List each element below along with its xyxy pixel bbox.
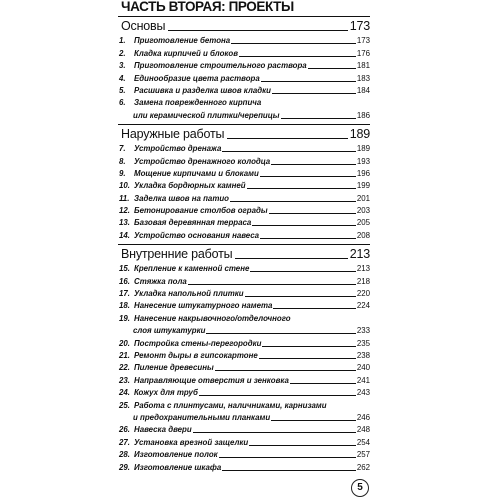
- entry-list: [118, 142, 370, 241]
- entry-page: 203: [356, 206, 370, 216]
- toc-entry: [133, 411, 370, 423]
- entry-page: 254: [356, 437, 370, 447]
- entry-number: 26.: [119, 425, 130, 435]
- entry-title: Установка врезной защелки: [134, 437, 249, 447]
- entry-title: Устройство дренажного колодца: [134, 156, 271, 166]
- entry-page: 240: [356, 363, 370, 373]
- entry-page: 235: [356, 338, 370, 348]
- entry-page: 176: [356, 48, 370, 58]
- entry-page: 186: [356, 110, 370, 120]
- entry-number: 4.: [119, 73, 126, 83]
- entry-number: 21.: [119, 350, 130, 360]
- toc-entry: [118, 84, 370, 96]
- dot-leader: [193, 432, 356, 433]
- toc-entry: [118, 167, 370, 179]
- entry-page: 243: [356, 388, 370, 398]
- section-title: Основы: [121, 19, 166, 33]
- entry-page: 208: [356, 230, 370, 240]
- entry-number: 29.: [119, 462, 130, 472]
- toc-entry: [118, 216, 370, 228]
- entry-title: слоя штукатурки: [133, 326, 206, 336]
- entry-number: 27.: [119, 437, 130, 447]
- toc-sections: [118, 16, 370, 473]
- toc-entry: [118, 71, 370, 83]
- section-title: Внутренние работы: [121, 246, 233, 261]
- entry-number: 25.: [119, 400, 130, 410]
- dot-leader: [273, 308, 355, 309]
- entry-number: 15.: [119, 264, 130, 274]
- dot-leader: [261, 81, 356, 82]
- entry-title: Навеска двери: [134, 425, 192, 435]
- entry-page: 201: [356, 193, 370, 203]
- entry-number: 5.: [119, 85, 126, 95]
- toc-entry: [118, 287, 370, 299]
- entry-page: 173: [356, 36, 370, 46]
- entry-title: Замена поврежденного кирпича: [134, 98, 262, 108]
- entry-number: 8.: [119, 156, 126, 166]
- page-number: 5: [351, 479, 369, 497]
- toc-entry: [118, 361, 370, 373]
- entry-title: Мощение кирпичами и блоками: [134, 168, 259, 178]
- entry-title: Устройство дренажа: [134, 144, 222, 154]
- table-of-contents: [118, 0, 370, 476]
- dot-leader: [249, 445, 356, 446]
- dot-leader: [262, 346, 355, 347]
- dot-leader: [308, 68, 356, 69]
- entry-title: Работа с плинтусами, наличниками, карнизами: [134, 400, 327, 410]
- dot-leader: [245, 296, 356, 297]
- entry-number: 28.: [119, 450, 130, 460]
- dot-leader: [230, 201, 356, 202]
- entry-title: и предохранительными планками: [133, 412, 271, 422]
- entry-title: Устройство основания навеса: [134, 230, 260, 240]
- entry-number: 13.: [119, 218, 130, 228]
- section-heading: [118, 124, 370, 142]
- entry-title: Укладка напольной плитки: [134, 289, 244, 299]
- entry-title: Постройка стены-перегородки: [134, 338, 262, 348]
- dot-leader: [168, 30, 347, 31]
- dot-leader: [259, 358, 356, 359]
- entry-number: 24.: [119, 388, 130, 398]
- dot-leader: [222, 470, 356, 471]
- dot-leader: [272, 93, 356, 94]
- entry-number: 10.: [119, 181, 130, 191]
- entry-page: 196: [356, 168, 370, 178]
- dot-leader: [252, 225, 356, 226]
- entry-title: Заделка швов на патио: [134, 193, 229, 203]
- entry-title: Нанесение штукатурного намета: [134, 301, 273, 311]
- dot-leader: [260, 238, 356, 239]
- dot-leader: [269, 213, 356, 214]
- toc-entry: [118, 349, 370, 361]
- entry-page: 238: [356, 350, 370, 360]
- entry-page: 213: [356, 264, 370, 274]
- entry-page: 224: [356, 301, 370, 311]
- entry-page: 248: [356, 425, 370, 435]
- section-page: 213: [349, 246, 370, 261]
- entry-title: Стяжка пола: [134, 276, 187, 286]
- entry-number: 20.: [119, 338, 130, 348]
- toc-entry: [118, 142, 370, 154]
- toc-entry: [118, 228, 370, 240]
- entry-page: 193: [356, 156, 370, 166]
- toc-entry: [118, 34, 370, 46]
- toc-entry: [118, 96, 370, 108]
- entry-title: Приготовление бетона: [134, 36, 231, 46]
- section-page: 189: [349, 126, 370, 141]
- toc-entry: [118, 386, 370, 398]
- dot-leader: [271, 164, 356, 165]
- dot-leader: [239, 56, 356, 57]
- toc-entry: [118, 336, 370, 348]
- toc-entry: [118, 204, 370, 216]
- dot-leader: [235, 258, 347, 259]
- entry-title: Крепление к каменной стене: [134, 264, 250, 274]
- section-heading: [118, 16, 370, 34]
- entry-page: 257: [356, 450, 370, 460]
- section-heading: [118, 244, 370, 262]
- entry-title: или керамической плитки/черепицы: [133, 110, 280, 120]
- dot-leader: [290, 383, 356, 384]
- toc-entry: [118, 373, 370, 385]
- entry-title: Пиление древесины: [134, 363, 214, 373]
- entry-page: 199: [356, 181, 370, 191]
- entry-page: 233: [356, 326, 370, 336]
- entry-title: Изготовление полок: [134, 450, 218, 460]
- section-page: 173: [349, 19, 370, 33]
- toc-entry: [118, 154, 370, 166]
- entry-title: Расшивка и разделка швов кладки: [134, 85, 271, 95]
- dot-leader: [281, 118, 356, 119]
- entry-number: 18.: [119, 301, 130, 311]
- entry-page: 246: [356, 412, 370, 422]
- entry-page: 184: [356, 85, 370, 95]
- entry-page: 183: [356, 73, 370, 83]
- toc-entry: [118, 262, 370, 274]
- toc-entry: [118, 423, 370, 435]
- toc-entry: [118, 460, 370, 472]
- entry-number: 1.: [119, 36, 126, 46]
- entry-list: [118, 262, 370, 473]
- entry-number: 17.: [119, 289, 130, 299]
- entry-title: Направляющие отверстия и зенковка: [134, 375, 289, 385]
- entry-title: Приготовление строительного раствора: [134, 61, 307, 71]
- toc-entry: [118, 59, 370, 71]
- entry-number: 2.: [119, 48, 126, 58]
- entry-title: Нанесение накрывочного/отделочного: [134, 313, 291, 323]
- part-title: ЧАСТЬ ВТОРАЯ: ПРОЕКТЫ: [121, 0, 294, 14]
- entry-title: Изготовление шкафа: [134, 462, 222, 472]
- dot-leader: [222, 151, 355, 152]
- dot-leader: [227, 138, 347, 139]
- toc-entry: [118, 435, 370, 447]
- toc-entry: [118, 191, 370, 203]
- entry-number: 22.: [119, 363, 130, 373]
- entry-number: 9.: [119, 168, 126, 178]
- dot-leader: [188, 284, 356, 285]
- entry-title: Бетонирование столбов ограды: [134, 206, 268, 216]
- entry-title: Кожух для труб: [134, 388, 198, 398]
- entry-number: 7.: [119, 144, 126, 154]
- toc-entry: [118, 179, 370, 191]
- entry-list: [118, 34, 370, 121]
- entry-page: 181: [356, 61, 370, 71]
- entry-page: 218: [356, 276, 370, 286]
- dot-leader: [271, 420, 356, 421]
- entry-title: Единообразие цвета раствора: [134, 73, 260, 83]
- entry-number: 14.: [119, 230, 130, 240]
- toc-entry: [133, 108, 370, 120]
- toc-entry: [118, 274, 370, 286]
- entry-title: Кладка кирпичей и блоков: [134, 48, 238, 58]
- entry-number: 16.: [119, 276, 130, 286]
- entry-number: 23.: [119, 375, 130, 385]
- section-title: Наружные работы: [121, 126, 225, 141]
- toc-entry: [118, 398, 370, 410]
- entry-number: 11.: [119, 193, 130, 203]
- toc-entry: [118, 46, 370, 58]
- entry-page: 220: [356, 289, 370, 299]
- entry-number: 3.: [119, 61, 126, 71]
- entry-number: 6.: [119, 98, 126, 108]
- toc-entry: [118, 448, 370, 460]
- dot-leader: [250, 271, 355, 272]
- toc-entry: [118, 311, 370, 323]
- entry-number: 12.: [119, 206, 130, 216]
- dot-leader: [231, 43, 356, 44]
- toc-entry: [133, 324, 370, 336]
- dot-leader: [215, 370, 356, 371]
- entry-title: Ремонт дыры в гипсокартоне: [134, 350, 258, 360]
- dot-leader: [199, 395, 356, 396]
- entry-title: Укладка бордюрных камней: [134, 181, 246, 191]
- entry-number: 19.: [119, 313, 130, 323]
- entry-page: 205: [356, 218, 370, 228]
- dot-leader: [219, 457, 356, 458]
- dot-leader: [206, 333, 355, 334]
- toc-entry: [118, 299, 370, 311]
- dot-leader: [260, 176, 356, 177]
- entry-page: 189: [356, 144, 370, 154]
- dot-leader: [247, 188, 356, 189]
- entry-page: 262: [356, 462, 370, 472]
- entry-page: 241: [356, 375, 370, 385]
- entry-title: Базовая деревянная терраса: [134, 218, 252, 228]
